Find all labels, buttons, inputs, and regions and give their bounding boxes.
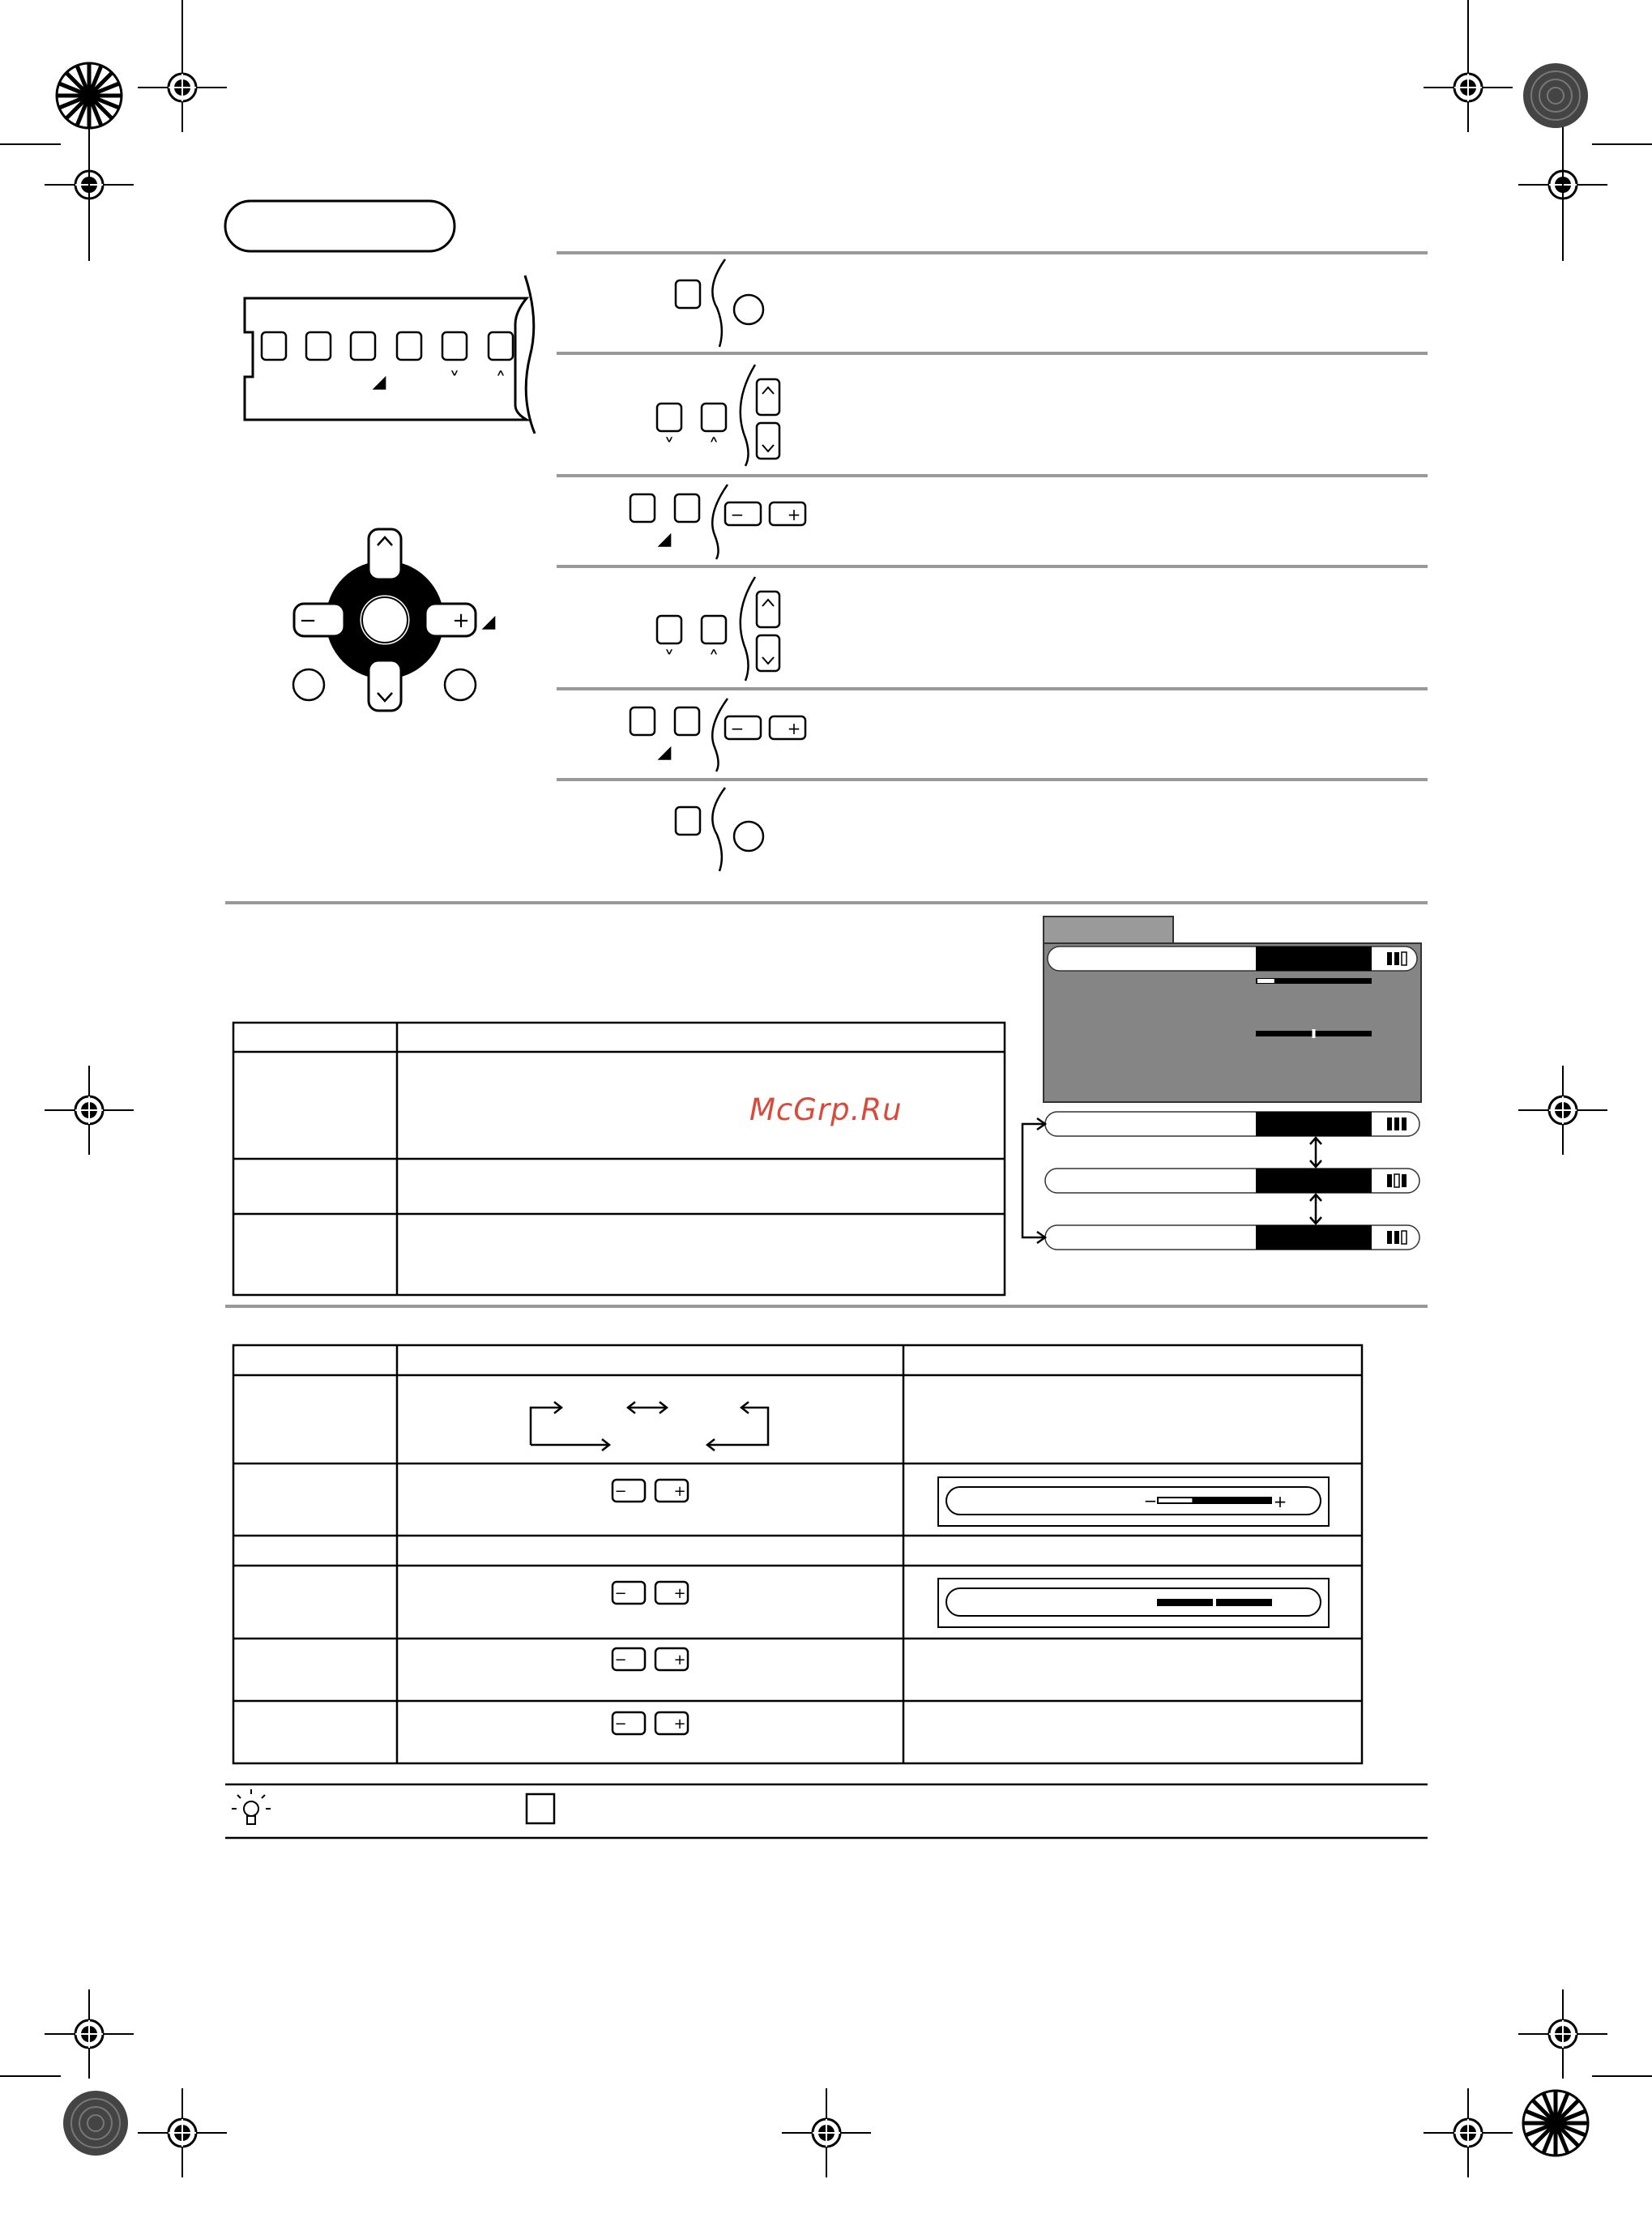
corner-dial-top-right [1523,63,1588,128]
pad-brightness-label: ◢ [481,612,496,632]
row5-plus-label: + [673,1652,686,1669]
table-2 [233,1345,1362,1763]
step-4-icons [657,577,779,681]
osd-menu-graphic [1022,917,1421,1250]
pad-plus-label: + [452,609,470,633]
tip-key-square [527,1794,554,1823]
slider-illustration-2 [938,1579,1329,1627]
row4-minus-label: − [614,1585,627,1602]
osd-bar2-marker [1313,1029,1316,1038]
slider-illustration-1 [938,1477,1329,1526]
slider-2-center-marker [1213,1597,1216,1608]
row2-minus-label: − [614,1483,627,1500]
step-3-brightness-label: ◢ [657,529,672,549]
step-4-up-label: ˄ [708,647,719,672]
slider-1-plus: + [1273,1492,1287,1511]
row6-minus-label: − [614,1716,627,1733]
slider-1-empty-portion [1159,1498,1192,1502]
step-4-down-label: ˅ [664,647,675,672]
watermark-text: McGrp.Ru [749,1092,903,1127]
remote-left-round-button[interactable] [293,669,324,700]
tip-footer [225,1784,1428,1838]
step-2-up-label: ˄ [708,435,719,459]
row2-plus-label: + [673,1483,686,1500]
row4-plus-label: + [673,1585,686,1602]
remote-right-round-button[interactable] [445,669,476,700]
corner-dial-top-left [57,63,122,128]
step-2-icons [657,365,779,466]
pad-minus-label: − [299,609,317,633]
front-panel-illustration [245,276,535,434]
row5-minus-label: − [614,1652,627,1669]
step-3-icons [630,485,805,559]
pad-down-button[interactable] [369,660,401,711]
cycle-arrows [531,1402,768,1451]
step-5-plus-label: + [787,719,801,738]
slider-1-minus: − [1143,1491,1158,1511]
lightbulb-tip-icon [232,1789,271,1824]
osd-bar1-fill [1257,979,1274,983]
table-1 [233,1023,1005,1295]
step-1-icons [676,259,763,347]
panel-up-label: ˄ [495,369,506,393]
panel-down-label: ˅ [449,369,460,393]
step-2-down-label: ˅ [664,435,675,459]
step-5-brightness-label: ◢ [657,742,672,763]
table-2-keys [613,1480,688,1734]
step-3-minus-label: − [730,505,745,524]
step-3-plus-label: + [787,505,801,524]
panel-brightness-label: ◢ [372,372,386,392]
step-6-icons [676,788,763,871]
step-5-icons [630,699,805,771]
corner-dial-bottom-left [63,2091,128,2156]
remote-control-pad [293,529,496,711]
step-5-minus-label: − [730,719,745,738]
row6-plus-label: + [673,1716,686,1733]
corner-dial-bottom-right [1523,2091,1588,2156]
section-header-pill [225,201,455,251]
